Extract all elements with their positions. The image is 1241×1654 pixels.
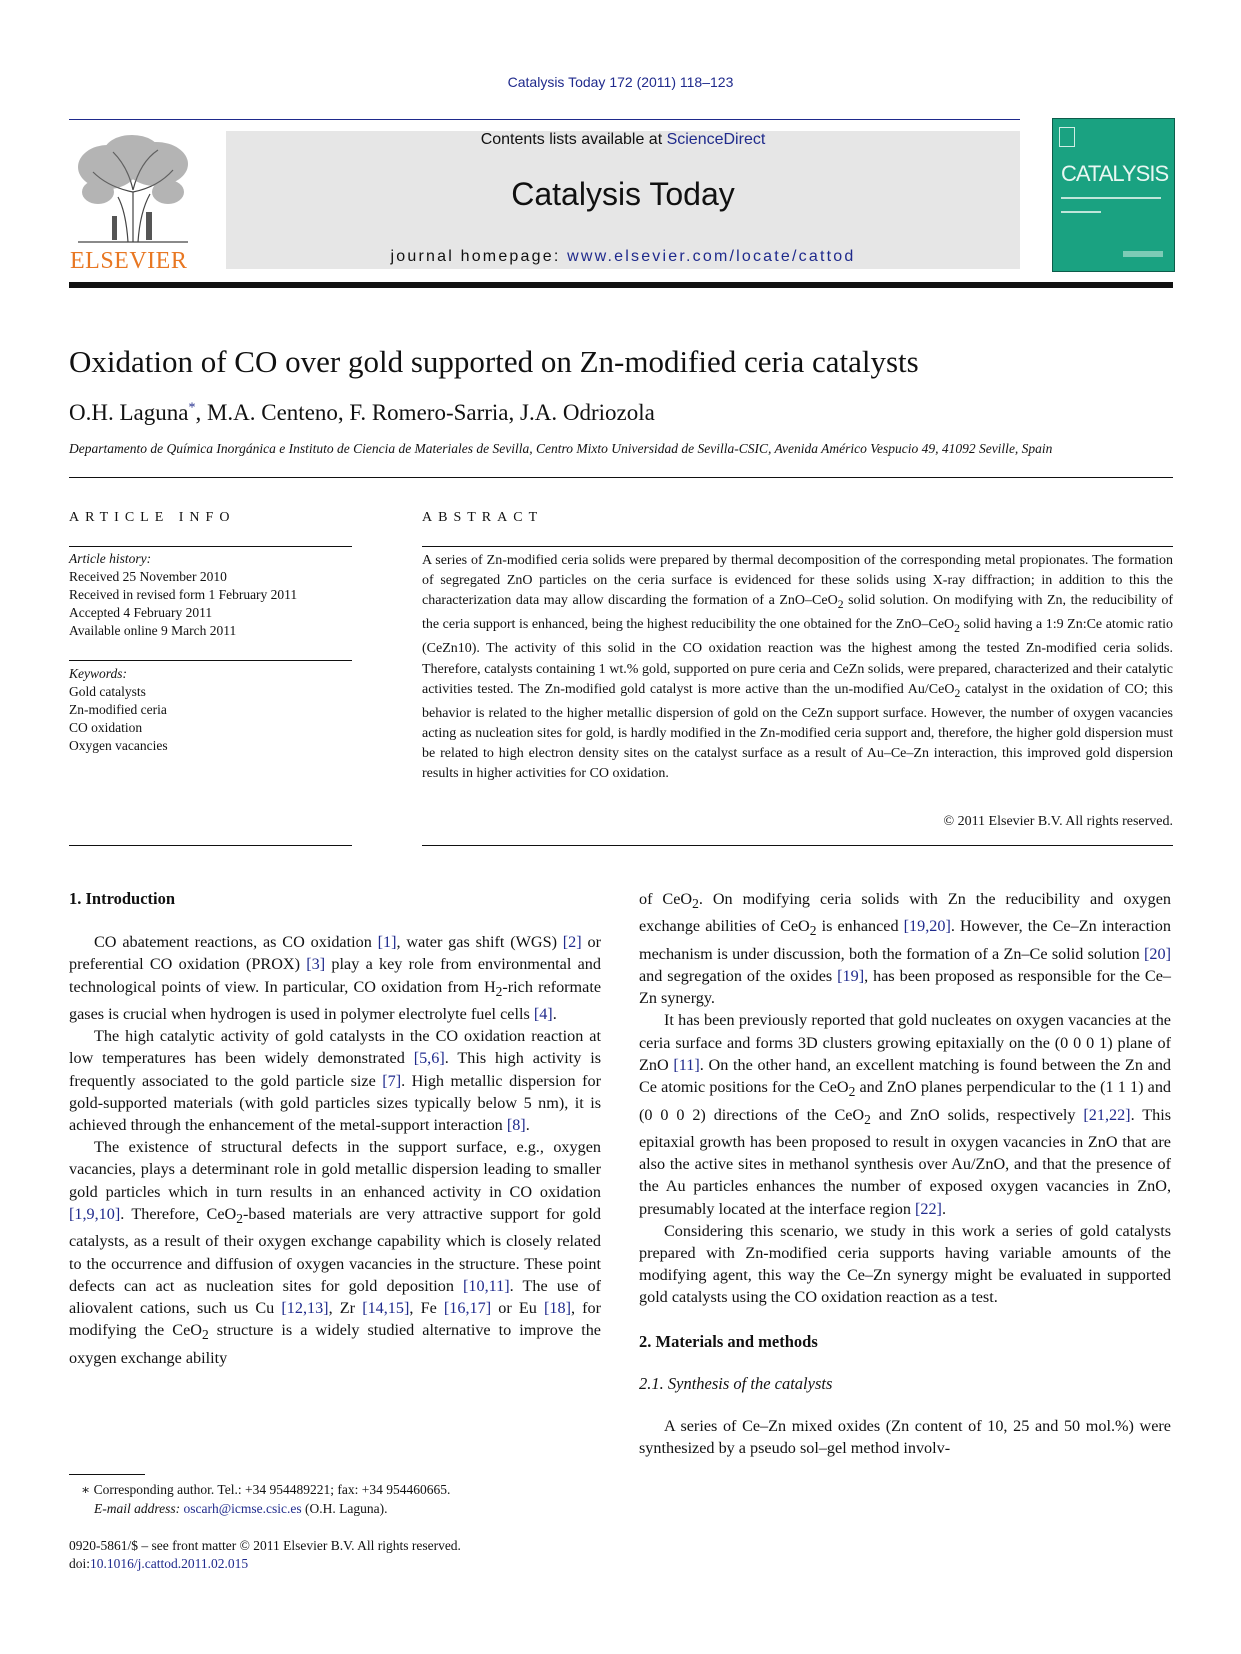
- homepage-link[interactable]: www.elsevier.com/locate/cattod: [567, 248, 856, 265]
- author-rest: , M.A. Centeno, F. Romero-Sarria, J.A. Odriozola: [195, 400, 655, 425]
- paragraph: The high catalytic activity of gold catalysts in the CO oxidation reaction at low temperatures has been widely demonstrated [5,6]. This high activity is frequently associated to the gold particle size [7]. High metallic dispersion for gold-supported materials (with gold particles sizes typically below 5 nm), it is achieved through the enhancement of the metal-support interaction [8].: [69, 1027, 601, 1135]
- abstract-text: [422, 551, 1173, 785]
- journal-homepage: [226, 248, 1020, 266]
- footnote-star: ∗: [81, 1482, 91, 1497]
- citation-link[interactable]: Catalysis Today 172 (2011) 118–123: [507, 74, 734, 90]
- email-suffix: (O.H. Laguna).: [301, 1501, 388, 1516]
- divider: [69, 546, 352, 547]
- history-item: Received in revised form 1 February 2011: [69, 587, 298, 602]
- divider: [69, 660, 352, 661]
- cover-rule: [1061, 197, 1161, 199]
- header-rule: [69, 119, 1020, 120]
- footnote-text: Corresponding author. Tel.: +34 954489221; fax: +34 954460665.: [90, 1482, 451, 1497]
- citation-link[interactable]: [11]: [673, 1055, 700, 1074]
- elsevier-wordmark: ELSEVIER: [70, 248, 188, 274]
- divider: [422, 845, 1173, 846]
- contents-prefix: Contents lists available at: [480, 131, 667, 148]
- subsection-heading-synthesis: 2.1. Synthesis of the catalysts: [639, 1373, 833, 1393]
- keywords: [69, 665, 352, 755]
- doi-prefix: doi:: [69, 1556, 91, 1571]
- affiliation: Departamento de Química Inorgánica e Instituto de Ciencia de Materiales de Sevilla, Centro Mixto Universidad de Sevilla-CSIC, Avenida Américo Vespucio 49, 41092 Seville, Spain: [69, 441, 1053, 456]
- doi-line: [69, 1555, 461, 1573]
- paragraph: A series of Ce–Zn mixed oxides (Zn content of 10, 25 and 50 mol.%) were synthesized by a pseudo sol–gel method involv-: [639, 1417, 1171, 1458]
- paragraph: CO abatement reactions, as CO oxidation [1], water gas shift (WGS) [2] or preferential CO oxidation (PROX) [3] play a key role from environmental and technological points of view. In particular, CO oxidation from $H_2$-rich reformate gases is crucial when hydrogen is used in polymer electrolyte fuel cells [4].: [69, 933, 602, 1024]
- citation-link[interactable]: [7]: [382, 1071, 402, 1090]
- article-title: Oxidation of CO over gold supported on Zn-modified ceria catalysts: [69, 344, 919, 379]
- citation-link[interactable]: [8]: [506, 1116, 526, 1135]
- body-column-left: [69, 888, 601, 1369]
- keywords-label: Keywords:: [69, 666, 127, 681]
- citation-link[interactable]: [12,13]: [281, 1298, 329, 1317]
- body-column-right: [639, 888, 1171, 1459]
- contents-line: [226, 131, 1020, 149]
- citation-link[interactable]: [1,9,10]: [69, 1204, 121, 1223]
- history-item: Accepted 4 February 2011: [69, 605, 213, 620]
- citation-link[interactable]: [10,11]: [463, 1276, 510, 1295]
- cover-logo-icon: [1059, 127, 1075, 147]
- cover-rule: [1061, 211, 1101, 213]
- divider: [69, 477, 1173, 478]
- history-item: Available online 9 March 2011: [69, 623, 237, 638]
- author-first: O.H. Laguna: [69, 400, 189, 425]
- paragraph: It has been previously reported that gold nucleates on oxygen vacancies at the ceria surface and forms 3D clusters growing epitaxially on the (0 0 0 1) plane of ZnO [11]. On the other hand, an excellent matching is found between the Zn and Ce atomic positions for the CeO$_2$ and ZnO planes perpendicular to the (1 1 1) and (0 0 0 2) directions of the CeO$_2$ and ZnO solids, respectively [21,22]. This epitaxial growth has been proposed to result in oxygen vacancies in ZnO that are also the active sites in methanol synthesis over Au/ZnO, and that the presence of the Au particles enhances the number of exposed oxygen vacancies in ZnO, presumably located at the interface region [22].: [639, 1011, 1172, 1218]
- keyword: Gold catalysts: [69, 684, 146, 699]
- abstract-copyright: © 2011 Elsevier B.V. All rights reserved.: [943, 814, 1173, 829]
- citation-link[interactable]: [1]: [377, 933, 397, 952]
- homepage-prefix: journal homepage:: [390, 248, 568, 265]
- section-heading-methods: 2. Materials and methods: [639, 1331, 818, 1351]
- abstract-part: solid solution. On modifying with Zn, the reducibility of the ceria support is enhanced, being the highest reducibility the one obtained for the ZnO–CeO: [422, 593, 1174, 633]
- divider: [422, 546, 1173, 547]
- abstract-part: solid having a 1:9 Zn:Ce atomic ratio (CeZn10). The activity of this solid in the CO oxidation reaction was the highest among the tested Zn-modified ceria solids. Therefore, catalysts containing 1 wt.% gold, supported on pure ceria and CeZn solids, were prepared, characterized and their catalytic activities tested. The Zn-modified gold catalyst is more active than the un-modified Au/CeO: [422, 617, 1173, 697]
- email-link[interactable]: oscarh@icmse.csic.es: [183, 1501, 302, 1516]
- subscript: 2: [837, 598, 844, 612]
- keyword: CO oxidation: [69, 720, 143, 735]
- header-thick-rule: [69, 282, 1173, 288]
- footnote-rule: [69, 1474, 145, 1475]
- citation-link[interactable]: [3]: [306, 955, 326, 974]
- abstract-part: catalyst in the oxidation of CO; this behavior is related to the higher metallic dispersion of gold on the CeZn support surface. However, the number of oxygen vacancies acting as nucleation sites for gold, is hardly modified in the Zn-modified ceria support and, therefore, the higher gold dispersion must be related to high electron density sites on the catalyst surface as a result of Au–Ce–Zn interaction, this improved gold dispersion results in higher activities for CO oxidation.: [422, 681, 1173, 782]
- email-label: E-mail address:: [94, 1501, 184, 1516]
- paragraph: of CeO$_2$. On modifying ceria solids with Zn the reducibility and oxygen exchange abilities of CeO$_2$ is enhanced [19,20]. However, the Ce–Zn interaction mechanism is under discussion, both the formation of a Zn–Ce solid solution [20] and segregation of the oxides [19], has been proposed as responsible for the Ce–Zn synergy.: [639, 890, 1172, 1008]
- paragraph: Considering this scenario, we study in this work a series of gold catalysts prepared with Zn-modified ceria supports having variable amounts of the modifying agent, this way the Ce–Zn synergy might be evaluated in supported gold catalysts using the CO oxidation reaction as a test.: [639, 1221, 1171, 1307]
- history-label: Article history:: [69, 551, 152, 566]
- section-heading-introduction: 1. Introduction: [69, 889, 176, 908]
- article-history: [69, 550, 352, 640]
- front-matter: [69, 1537, 461, 1573]
- citation-link[interactable]: [21,22]: [1083, 1105, 1131, 1124]
- citation-link[interactable]: [14,15]: [362, 1298, 410, 1317]
- footnote: [69, 1480, 450, 1518]
- history-item: Received 25 November 2010: [69, 569, 227, 584]
- citation-link[interactable]: [2]: [562, 933, 582, 952]
- abstract-heading: ABSTRACT: [422, 510, 544, 525]
- corresponding-author-marker[interactable]: *: [188, 400, 196, 416]
- citation-link[interactable]: [5,6]: [413, 1049, 445, 1068]
- keyword: Zn-modified ceria: [69, 702, 167, 717]
- author-list: [69, 400, 655, 426]
- citation-link[interactable]: [20]: [1144, 944, 1171, 963]
- abstract-part: A series of Zn-modified ceria solids were prepared by thermal decomposition of the corresponding metal propionates. The formation of segregated ZnO particles on the ceria surface is evidenced for these solids using X-ray diffraction; in addition to this the characterization data may allow discarding the formation of a ZnO–CeO: [422, 553, 1173, 609]
- citation-link[interactable]: [22]: [914, 1199, 942, 1218]
- citation-link[interactable]: [16,17]: [443, 1298, 492, 1317]
- article-info-heading: ARTICLE INFO: [69, 510, 236, 525]
- cover-publisher-mark: [1123, 251, 1163, 257]
- journal-citation[interactable]: [0, 74, 1241, 90]
- journal-cover-image[interactable]: [1052, 118, 1175, 272]
- paragraph: The existence of structural defects in the support surface, e.g., oxygen vacancies, plays a determinant role in gold metallic dispersion leading to smaller gold particles which in turn results in an enhanced activity in CO oxidation [1,9,10]. Therefore, CeO$_2$-based materials are very attractive support for gold catalysts, as a result of their oxygen exchange capability which is closely related to the occurrence and diffusion of oxygen vacancies in the structure. These point defects can act as nucleation sites for gold deposition [10,11]. The use of aliovalent cations, such us Cu [12,13], Zr [14,15], Fe [16,17] or Eu [18], for modifying the CeO$_2$ structure is a widely studied alternative to improve the oxygen exchange ability: [69, 1138, 602, 1367]
- cover-title: CATALYSIS: [1061, 161, 1169, 186]
- subscript: 2: [954, 622, 960, 636]
- divider: [69, 845, 352, 846]
- keyword: Oxygen vacancies: [69, 738, 168, 753]
- doi-link[interactable]: 10.1016/j.cattod.2011.02.015: [90, 1556, 249, 1571]
- subscript: 2: [954, 686, 961, 700]
- journal-title: Catalysis Today: [511, 176, 735, 212]
- issn-line: 0920-5861/$ – see front matter © 2011 Elsevier B.V. All rights reserved.: [69, 1538, 461, 1553]
- sciencedirect-link[interactable]: ScienceDirect: [666, 131, 766, 148]
- citation-link[interactable]: [18]: [544, 1298, 571, 1317]
- citation-link[interactable]: [4]: [533, 1005, 553, 1024]
- citation-link[interactable]: [19]: [837, 967, 865, 986]
- corresponding-author-note: [69, 1480, 450, 1499]
- email-note: [69, 1499, 450, 1518]
- citation-link[interactable]: [19,20]: [903, 917, 951, 936]
